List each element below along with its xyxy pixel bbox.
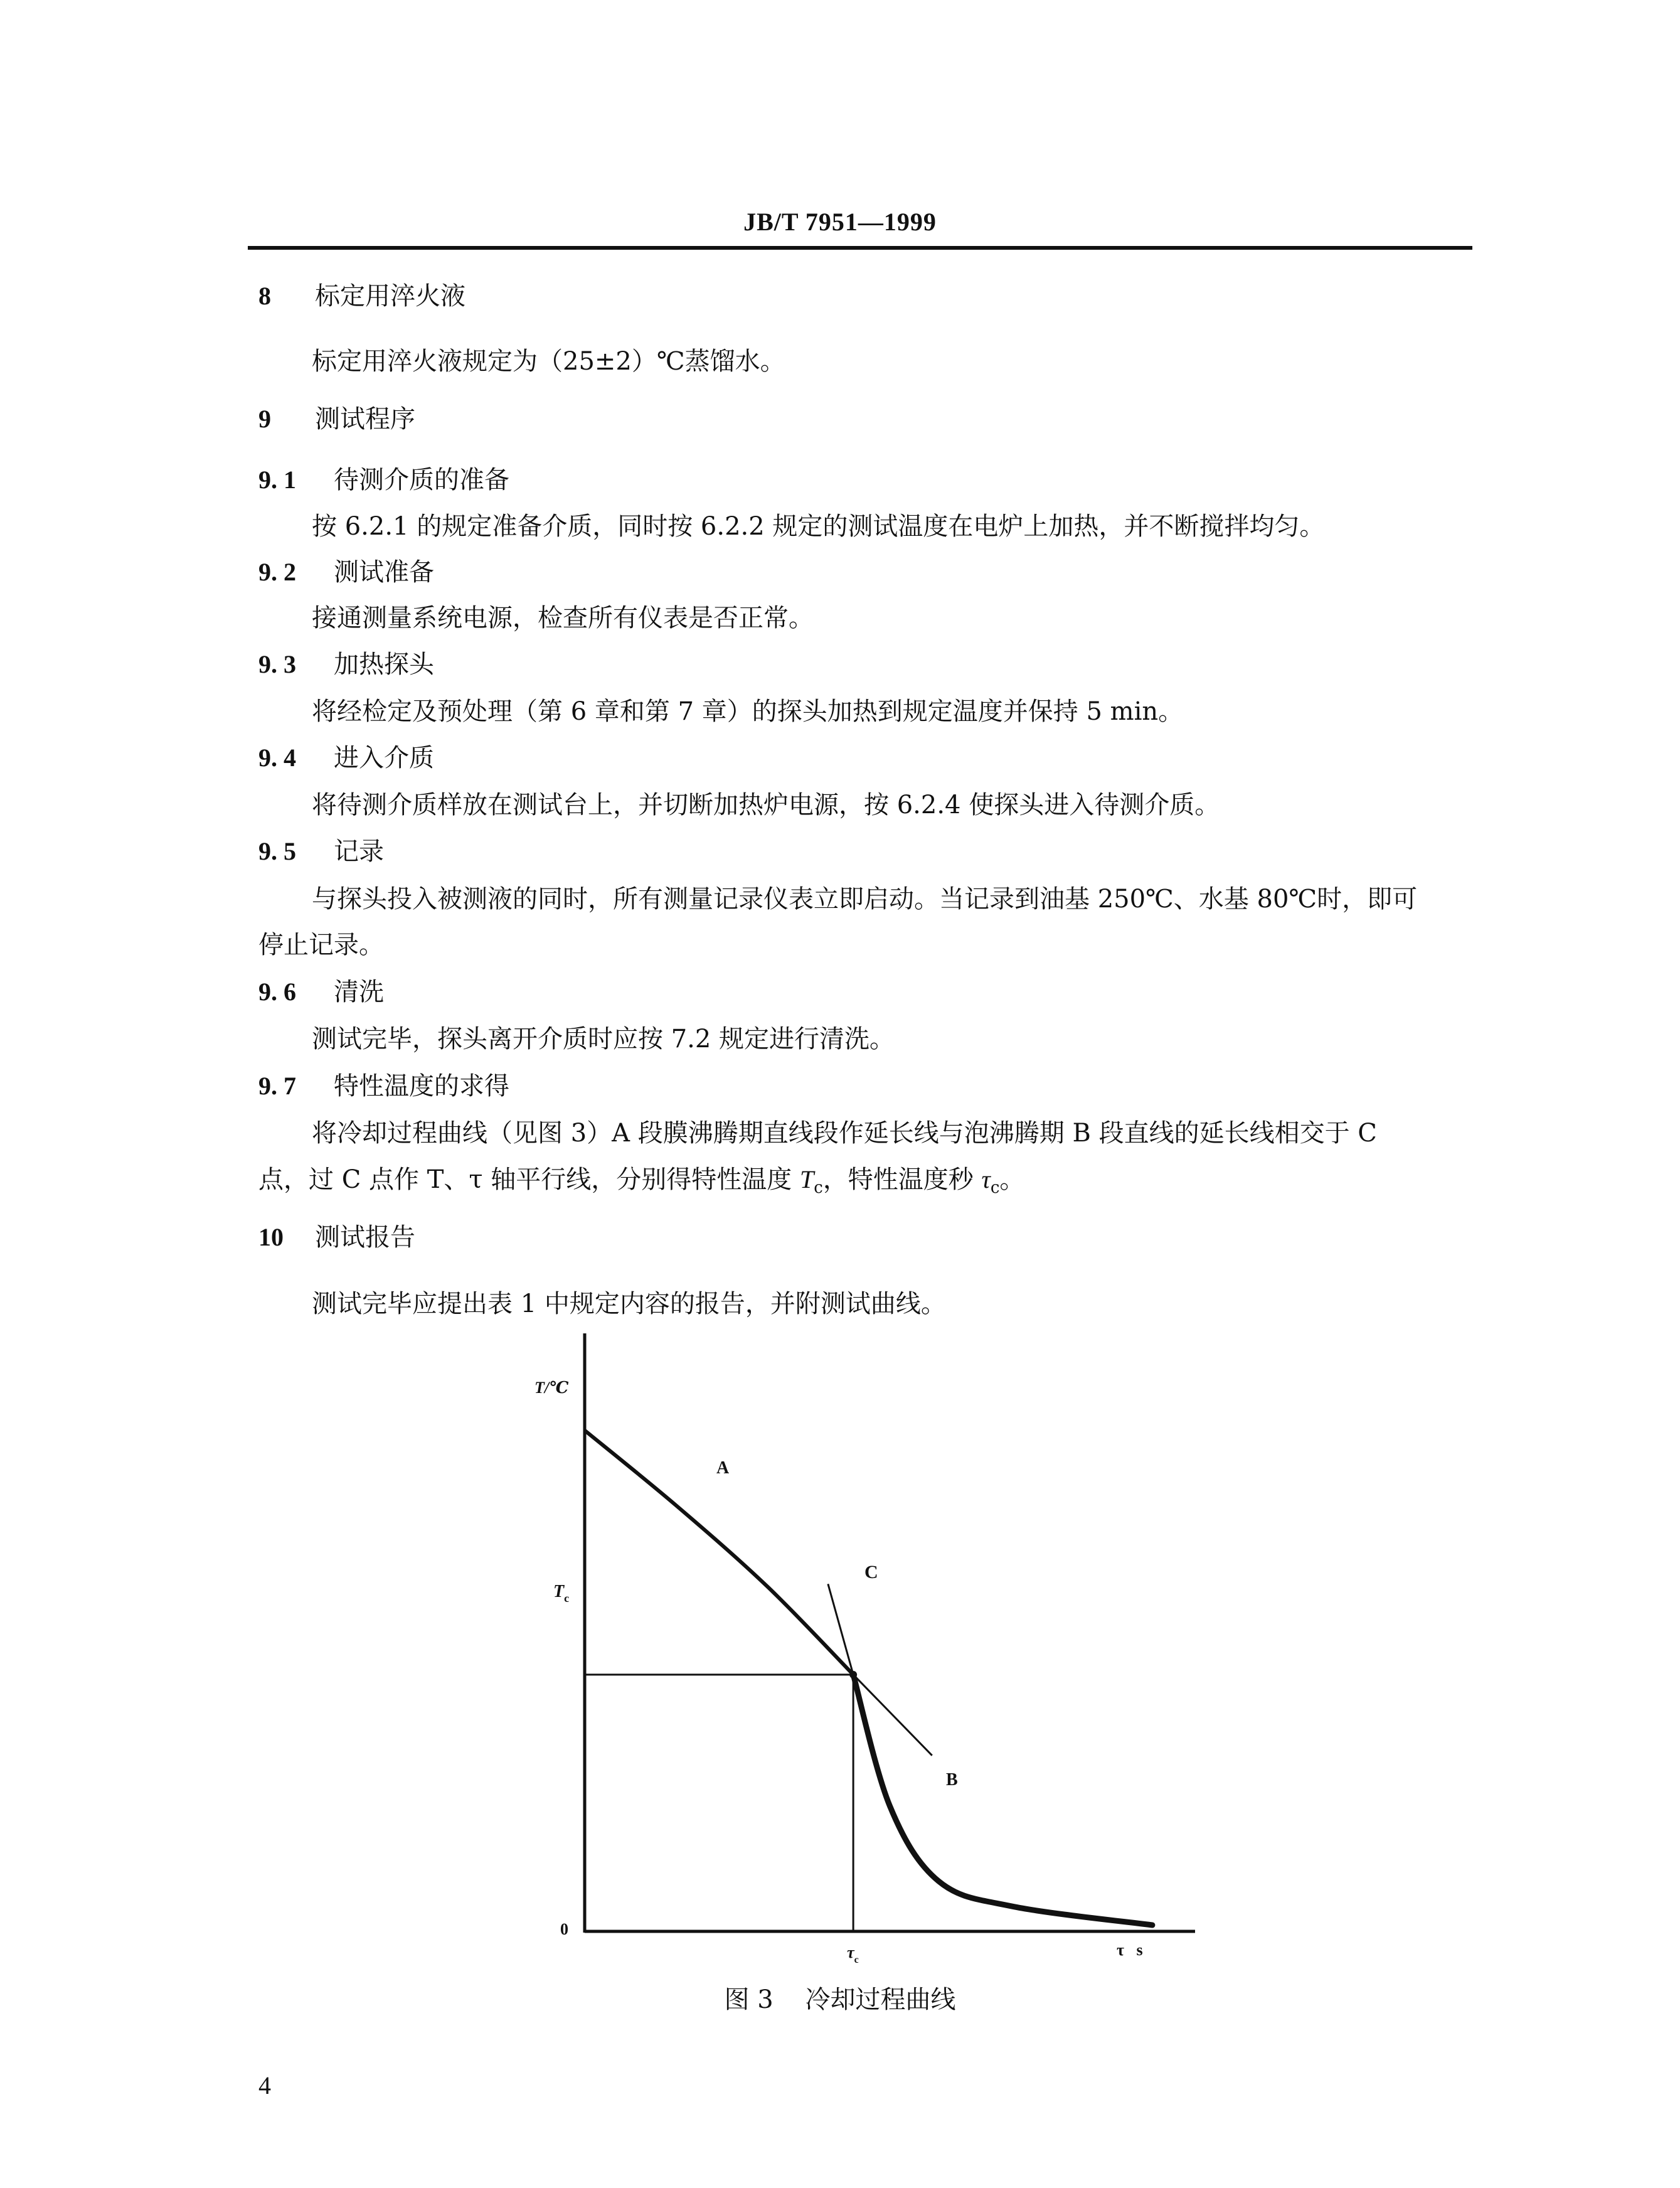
section-title: 待测介质的准备 — [334, 466, 509, 494]
curve-label-b: B — [946, 1770, 958, 1790]
section-title: 进入介质 — [334, 744, 434, 772]
section-title: 特性温度的求得 — [334, 1072, 509, 1101]
section-8-body: 标定用淬火液规定为（25±2）℃蒸馏水。 — [312, 347, 785, 376]
section-number: 9. 1 — [258, 466, 296, 494]
text-run: ，特性温度秒 — [822, 1165, 982, 1194]
tauc-symbol: τ — [847, 1943, 854, 1961]
section-9-2-body: 接通测量系统电源，检查所有仪表是否正常。 — [312, 604, 814, 632]
section-number: 9 — [258, 405, 271, 433]
section-number: 9. 6 — [258, 978, 296, 1006]
x-axis-label: τ s — [1117, 1941, 1143, 1959]
section-9-7-body: 将冷却过程曲线（见图 3）A 段膜沸腾期直线段作延长线与泡沸腾期 B 段直线的延长线相交于 C — [312, 1119, 1377, 1148]
tc-symbol: T — [553, 1582, 565, 1601]
section-title: 记录 — [334, 837, 384, 866]
symbol-t: T — [800, 1165, 814, 1193]
origin-label: 0 — [560, 1920, 568, 1938]
text-run: 点，过 C 点作 T、τ 轴平行线，分别得特性温度 — [258, 1165, 800, 1194]
standard-code-header: JB/T 7951—1999 — [743, 208, 937, 236]
section-number: 9. 4 — [258, 744, 296, 772]
section-9-4-body: 将待测介质样放在测试台上，并切断加热炉电源，按 6.2.4 使探头进入待测介质。 — [312, 791, 1220, 819]
section-10-body: 测试完毕应提出表 1 中规定内容的报告，并附测试曲线。 — [312, 1289, 946, 1318]
section-title: 测试程序 — [315, 405, 415, 434]
section-number: 10 — [258, 1223, 284, 1251]
y-axis-label: T/℃ — [534, 1379, 569, 1397]
section-number: 9. 5 — [258, 837, 296, 865]
tauc-subscript: c — [854, 1955, 859, 1965]
section-9-6-body: 测试完毕，探头离开介质时应按 7.2 规定进行清洗。 — [312, 1025, 895, 1054]
section-9-3-body: 将经检定及预处理（第 6 章和第 7 章）的探头加热到规定温度并保持 5 min。 — [312, 697, 1184, 726]
subscript-c: c — [990, 1178, 1000, 1197]
section-9-5-body-cont: 停止记录。 — [258, 931, 384, 959]
section-number: 9. 7 — [258, 1072, 296, 1100]
section-number: 8 — [258, 282, 271, 310]
figure-caption: 图 3 冷却过程曲线 — [724, 1985, 956, 2014]
series-b-curve — [853, 1675, 1152, 1925]
section-title: 测试报告 — [315, 1223, 415, 1252]
curve-label-a: A — [716, 1458, 730, 1478]
section-title: 测试准备 — [334, 558, 434, 587]
section-title: 清洗 — [334, 978, 384, 1006]
text-run: 。 — [999, 1165, 1025, 1194]
section-title: 标定用淬火液 — [315, 282, 465, 311]
section-9-5-body: 与探头投入被测液的同时，所有测量记录仪表立即启动。当记录到油基 250℃、水基 80℃时，即可 — [312, 885, 1418, 914]
section-title: 加热探头 — [334, 650, 434, 679]
page-number: 4 — [258, 2071, 271, 2100]
tc-subscript: c — [564, 1592, 570, 1604]
symbol-tau: τ — [981, 1165, 991, 1193]
tc-tick-label — [553, 1582, 569, 1604]
tauc-tick-label — [847, 1943, 859, 1965]
curve-label-c: C — [864, 1562, 878, 1582]
section-number: 9. 2 — [258, 558, 296, 586]
subscript-c: c — [814, 1178, 823, 1197]
section-9-1-body: 按 6.2.1 的规定准备介质，同时按 6.2.2 规定的测试温度在电炉上加热，并不断搅拌均匀。 — [312, 512, 1325, 541]
section-number: 9. 3 — [258, 650, 296, 678]
intersection-point-c — [849, 1671, 857, 1678]
